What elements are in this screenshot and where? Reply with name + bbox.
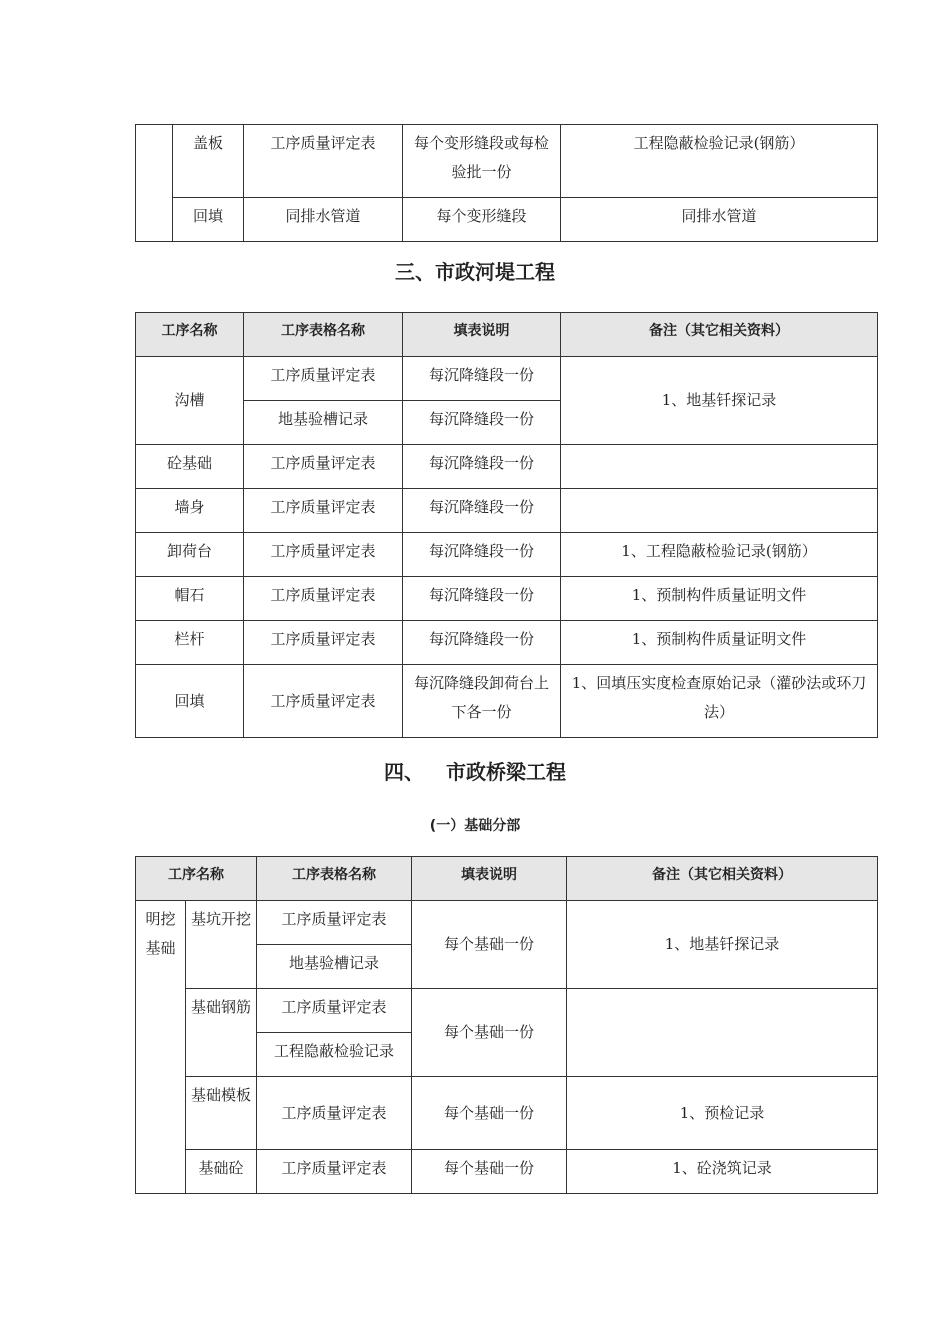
subsection-title: (一）基础分部: [429, 818, 521, 834]
table-row: [136, 125, 878, 198]
cell-remark: 1、地基钎探记录: [561, 357, 878, 445]
cell-note: 每沉降缝段一份: [403, 357, 561, 401]
table-row: [136, 1077, 878, 1150]
table-row: [136, 357, 878, 401]
cell-name: 盖板: [173, 125, 244, 198]
cell-name: 基础砼: [186, 1150, 257, 1194]
cell-note: 每沉降缝段一份: [403, 621, 561, 665]
cell-name: 砼基础: [136, 445, 244, 489]
cell-note: 每个基础一份: [412, 1150, 567, 1194]
section-number: 四、: [384, 760, 424, 784]
cell-remark: 同排水管道: [561, 198, 878, 242]
cell-note: 每个基础一份: [412, 1077, 567, 1150]
cell-remark: 1、砼浇筑记录: [567, 1150, 878, 1194]
cell-name: 卸荷台: [136, 533, 244, 577]
table-header-row: [136, 313, 878, 357]
header-note: 填表说明: [403, 313, 561, 357]
table-river-embankment: [135, 312, 878, 738]
cell-remark: 1、预制构件质量证明文件: [561, 577, 878, 621]
group-cell: [136, 125, 173, 242]
cell-group: 明挖基础: [136, 901, 186, 1194]
cell-note: 每沉降缝段一份: [403, 489, 561, 533]
table-header-row: [136, 857, 878, 901]
table-row: [136, 621, 878, 665]
cell-name: 回填: [136, 665, 244, 738]
cell-note: 每沉降缝段一份: [403, 533, 561, 577]
header-remark: 备注（其它相关资料）: [567, 857, 878, 901]
cell-remark: 工程隐蔽检验记录(钢筋）: [561, 125, 878, 198]
cell-name: 栏杆: [136, 621, 244, 665]
cell-name: 回填: [173, 198, 244, 242]
cell-note: 每沉降缝段一份: [403, 577, 561, 621]
cell-form: 工序质量评定表: [244, 489, 403, 533]
cell-note: 每沉降缝段一份: [403, 401, 561, 445]
table-row: [136, 901, 878, 945]
cell-note: 每个基础一份: [412, 901, 567, 989]
table-continuation: [135, 124, 878, 242]
cell-form: 工序质量评定表: [244, 621, 403, 665]
cell-form: 工程隐蔽检验记录: [257, 1033, 412, 1077]
table-bridge-foundation: [135, 856, 878, 1194]
cell-name: 基坑开挖: [186, 901, 257, 989]
cell-remark: 1、回填压实度检查原始记录（灌砂法或环刀法）: [561, 665, 878, 738]
cell-form: 工序质量评定表: [244, 665, 403, 738]
section-title-3: 三、市政河堤工程: [395, 260, 555, 284]
cell-form: 同排水管道: [244, 198, 403, 242]
header-name: 工序名称: [136, 313, 244, 357]
cell-form: 工序质量评定表: [244, 533, 403, 577]
cell-remark: [561, 445, 878, 489]
table-row: [136, 989, 878, 1033]
header-form: 工序表格名称: [244, 313, 403, 357]
cell-remark: [561, 489, 878, 533]
cell-name: 基础模板: [186, 1077, 257, 1150]
header-name: 工序名称: [136, 857, 257, 901]
cell-remark: 1、地基钎探记录: [567, 901, 878, 989]
cell-remark: [567, 989, 878, 1077]
cell-form: 工序质量评定表: [257, 1077, 412, 1150]
cell-remark: 1、工程隐蔽检验记录(钢筋）: [561, 533, 878, 577]
cell-form: 工序质量评定表: [257, 901, 412, 945]
cell-name: 帽石: [136, 577, 244, 621]
header-form: 工序表格名称: [257, 857, 412, 901]
cell-note: 每个变形缝段或每检验批一份: [403, 125, 561, 198]
cell-remark: 1、预制构件质量证明文件: [561, 621, 878, 665]
cell-note: 每沉降缝段卸荷台上下各一份: [403, 665, 561, 738]
cell-form: 工序质量评定表: [244, 125, 403, 198]
cell-form: 工序质量评定表: [244, 445, 403, 489]
cell-form: 地基验槽记录: [257, 945, 412, 989]
cell-form: 工序质量评定表: [244, 577, 403, 621]
header-note: 填表说明: [412, 857, 567, 901]
table-row: [136, 577, 878, 621]
table-row: [136, 489, 878, 533]
cell-note: 每个基础一份: [412, 989, 567, 1077]
section-title-4: [0, 756, 950, 785]
cell-name: 墙身: [136, 489, 244, 533]
cell-remark: 1、预检记录: [567, 1077, 878, 1150]
cell-note: 每个变形缝段: [403, 198, 561, 242]
section-label: 市政桥梁工程: [446, 760, 566, 784]
cell-note: 每沉降缝段一份: [403, 445, 561, 489]
table-row: [136, 1150, 878, 1194]
table-row: [136, 198, 878, 242]
header-remark: 备注（其它相关资料）: [561, 313, 878, 357]
cell-form: 地基验槽记录: [244, 401, 403, 445]
cell-form: 工序质量评定表: [244, 357, 403, 401]
cell-form: 工序质量评定表: [257, 1150, 412, 1194]
table-row: [136, 533, 878, 577]
cell-name: 基础钢筋: [186, 989, 257, 1077]
cell-form: 工序质量评定表: [257, 989, 412, 1033]
cell-name: 沟槽: [136, 357, 244, 445]
table-row: [136, 665, 878, 738]
table-row: [136, 445, 878, 489]
